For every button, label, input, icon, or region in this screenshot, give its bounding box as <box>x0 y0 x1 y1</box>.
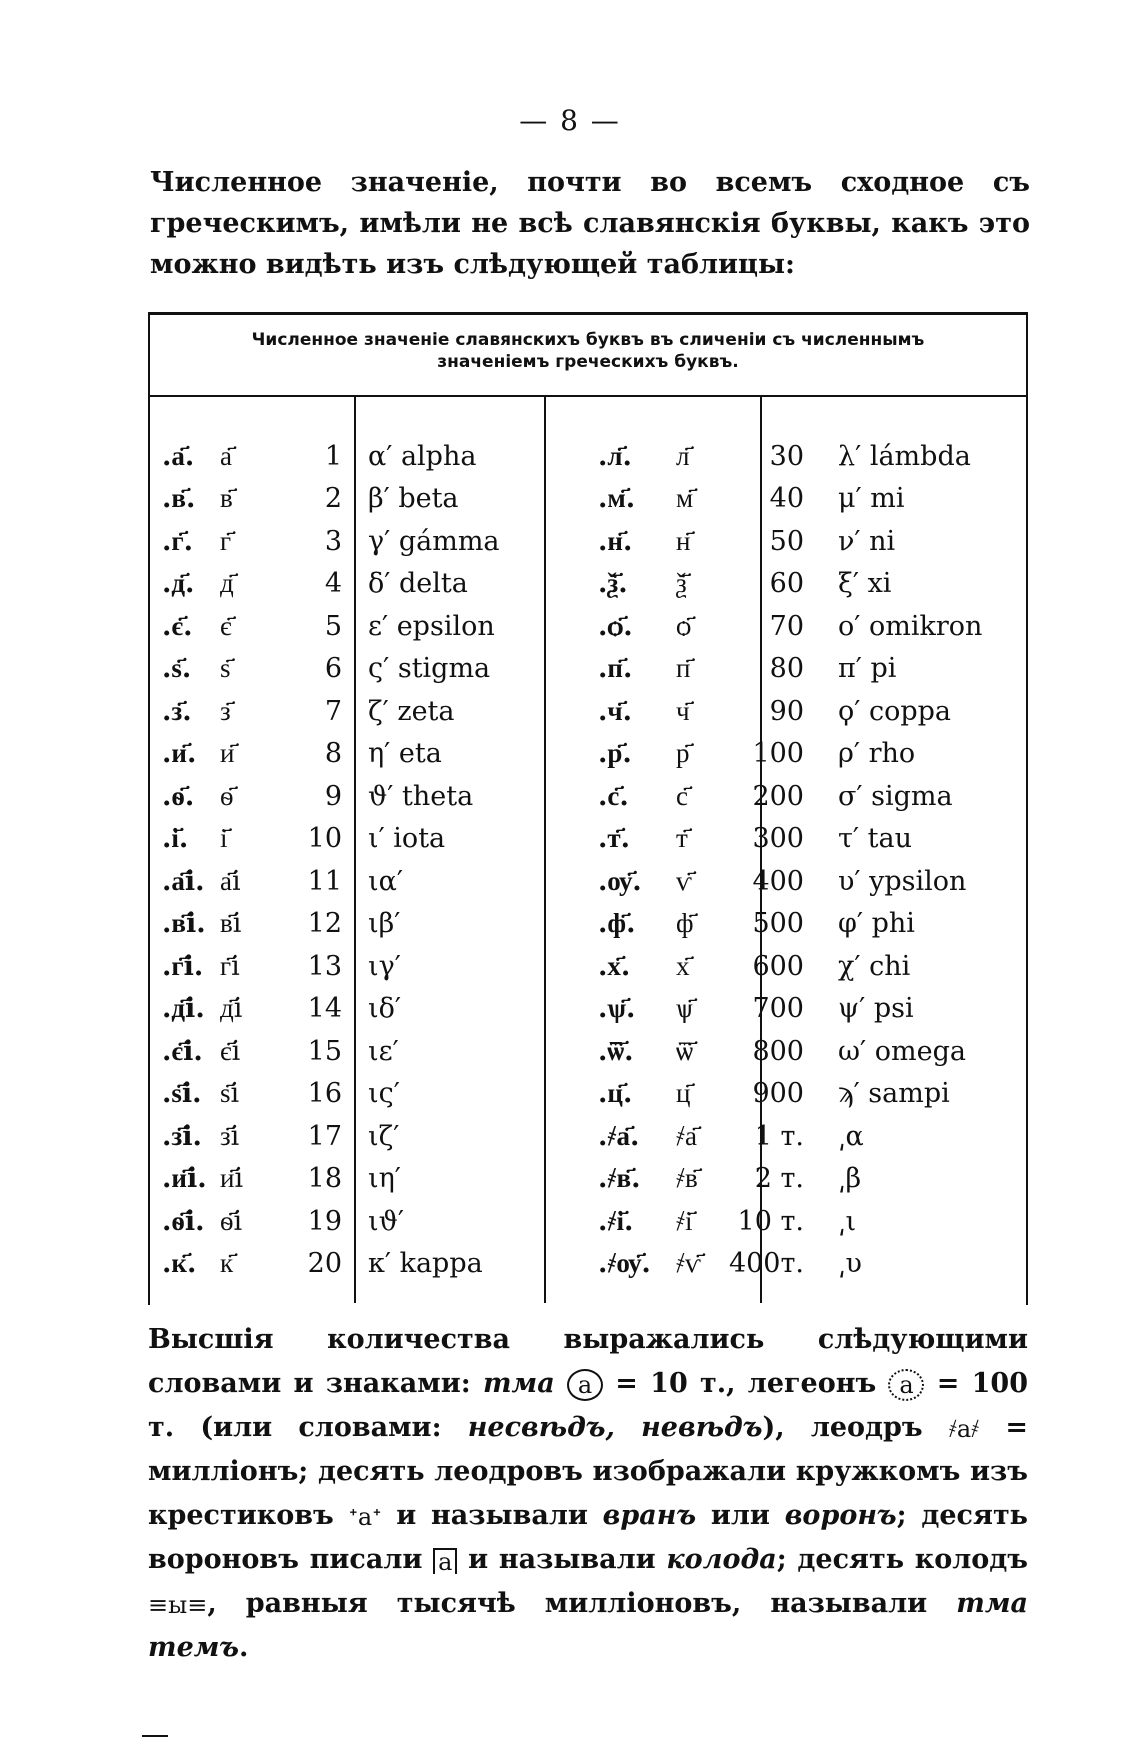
greek-numeral: η′ eta <box>368 738 442 770</box>
slavonic-numeral: ѿ҃ <box>676 1035 694 1067</box>
greek-numeral: ιδ′ <box>368 993 401 1025</box>
slavonic-dotted-numeral: .҂і҃. <box>598 1205 634 1237</box>
slavonic-dotted-numeral: .а҃. <box>162 440 195 472</box>
greek-numeral: ψ′ psi <box>838 993 914 1025</box>
table-row <box>584 1073 998 1116</box>
greek-numeral: ια′ <box>368 865 403 897</box>
numeric-value: 10 <box>307 823 342 855</box>
slavonic-numeral: д҃ <box>220 568 234 600</box>
slavonic-dotted-numeral: .ц҃. <box>598 1078 633 1110</box>
greek-numeral: ͵ι <box>838 1205 857 1237</box>
greek-numeral: δ′ delta <box>368 568 468 600</box>
slavonic-dotted-numeral: .ф҃. <box>598 908 636 940</box>
table-row <box>584 818 998 861</box>
table-row <box>584 1200 998 1243</box>
numeric-value: 3 <box>324 525 342 557</box>
slavonic-numeral: ѵ҃ <box>676 865 692 897</box>
greek-numeral: ο′ omikron <box>838 610 983 642</box>
numeric-value: 14 <box>307 993 342 1025</box>
slavonic-numeral: ѱ҃ <box>676 993 693 1025</box>
slavonic-dotted-numeral: .в҃. <box>162 483 196 515</box>
term-koloda: колода <box>666 1544 777 1575</box>
slavonic-dotted-numeral: .ѹ҃. <box>598 865 642 897</box>
slavonic-numeral: ҂а҃ <box>676 1120 698 1152</box>
table-row <box>584 690 998 733</box>
table-row <box>584 563 998 606</box>
slavonic-dotted-numeral: .м҃. <box>598 483 636 515</box>
slavonic-numeral: м҃ <box>676 483 694 515</box>
slavonic-dotted-numeral: .і҃. <box>162 823 189 855</box>
slavonic-dotted-numeral: .ѯ҃. <box>598 568 628 600</box>
table-row <box>584 435 998 478</box>
greek-numeral: ιϑ′ <box>368 1205 405 1237</box>
numeric-value: 200 <box>752 780 804 812</box>
right-numeral-table <box>584 435 998 1285</box>
outro-text-5: = милліонъ; десять леодровъ изображали кружкомъ изъ крестиковъ <box>148 1412 1028 1531</box>
numeric-value: 4 <box>324 568 342 600</box>
table-row <box>150 733 564 776</box>
numeric-value: 2 <box>324 483 342 515</box>
slavonic-numeral: ч҃ <box>676 695 690 727</box>
table-row <box>150 945 564 988</box>
slavonic-numeral: ѕ҃ <box>220 653 231 685</box>
slavonic-dotted-numeral: .к҃. <box>162 1248 197 1280</box>
voron-sign: а <box>433 1548 457 1574</box>
leodr-sign: ҂а҂ <box>948 1414 980 1443</box>
slavonic-numeral: с҃ <box>676 780 688 812</box>
slavonic-numeral: ѻ҃ <box>676 610 692 642</box>
greek-numeral: ρ′ rho <box>838 738 916 770</box>
table-row <box>584 775 998 818</box>
greek-numeral: ιη′ <box>368 1163 401 1195</box>
slavonic-numeral: н҃ <box>676 525 691 557</box>
table-row <box>150 1158 564 1201</box>
slavonic-dotted-numeral: .г҃. <box>162 525 194 557</box>
greek-numeral: α′ alpha <box>368 440 477 472</box>
greek-numeral: ιβ′ <box>368 908 401 940</box>
term-nesvyed: несвѣдъ, невѣдъ <box>467 1412 763 1443</box>
slavonic-dotted-numeral: .҂ѹ҃. <box>598 1248 651 1280</box>
table-row <box>150 1073 564 1116</box>
table-row <box>584 648 998 691</box>
bottom-margin-mark <box>142 1735 168 1737</box>
numeric-value: 5 <box>324 610 342 642</box>
numeric-value: 30 <box>769 440 804 472</box>
slavonic-numeral: ҂і҃ <box>676 1205 693 1237</box>
outro-text-11: , равныя тысячѣ милліоновъ, называли <box>207 1588 957 1619</box>
numeric-value: 15 <box>307 1035 342 1067</box>
slavonic-numeral: а҃і <box>220 865 241 897</box>
greek-numeral: γ′ gámma <box>368 525 500 557</box>
numeric-value: 2 т. <box>754 1163 804 1195</box>
outro-paragraph <box>148 1318 1028 1670</box>
outro-text-2: = 10 т., легеонъ <box>603 1368 889 1399</box>
numeric-value: 50 <box>769 525 804 557</box>
greek-numeral: ιζ′ <box>368 1120 400 1152</box>
table-row <box>584 1115 998 1158</box>
numeric-value: 400т. <box>728 1248 804 1280</box>
table-row <box>150 435 564 478</box>
table-row <box>584 988 998 1031</box>
slavonic-numeral: л҃ <box>676 440 690 472</box>
greek-numeral: τ′ tau <box>838 823 912 855</box>
outro-text-6: и называли <box>381 1500 603 1531</box>
numeric-value: 10 т. <box>737 1205 804 1237</box>
outro-text-12: . <box>239 1632 249 1663</box>
table-row <box>584 478 998 521</box>
greek-numeral: υ′ ypsilon <box>838 865 967 897</box>
slavonic-dotted-numeral: .҂а҃. <box>598 1120 640 1152</box>
slavonic-dotted-numeral: .а҃і. <box>162 865 205 897</box>
slavonic-dotted-numeral: .д҃. <box>162 568 195 600</box>
greek-numeral: ϡ′ sampi <box>838 1078 950 1110</box>
slavonic-dotted-numeral: .д҃і. <box>162 993 205 1025</box>
slavonic-dotted-numeral: .и҃. <box>162 738 197 770</box>
greek-numeral: φ′ phi <box>838 908 915 940</box>
numeric-value: 1 <box>324 440 342 472</box>
numeric-value: 9 <box>324 780 342 812</box>
greek-numeral: π′ pi <box>838 653 897 685</box>
slavonic-numeral: ѳ҃ <box>220 780 234 812</box>
slavonic-numeral: п҃ <box>676 653 691 685</box>
slavonic-numeral: р҃ <box>676 738 690 770</box>
kruzhok-sign: ᐩаᐩ <box>348 1502 382 1531</box>
term-vran: вранъ <box>602 1500 697 1531</box>
slavonic-numeral: ѯ҃ <box>676 568 687 600</box>
table-row <box>584 1243 998 1286</box>
table-row <box>150 690 564 733</box>
numeric-value: 900 <box>752 1078 804 1110</box>
greek-numeral: κ′ kappa <box>368 1248 483 1280</box>
table-row <box>150 818 564 861</box>
numeric-value: 1 т. <box>754 1120 804 1152</box>
greek-numeral: ιε′ <box>368 1035 399 1067</box>
table-caption <box>150 329 1026 373</box>
numeric-value: 13 <box>307 950 342 982</box>
outro-text-1: Высшія количества выражались слѣдующими словами и знаками: <box>148 1324 1028 1399</box>
tma-sign: а <box>567 1369 603 1401</box>
slavonic-dotted-numeral: .з҃. <box>162 695 192 727</box>
greek-numeral: ϑ′ theta <box>368 780 474 812</box>
table-row <box>150 988 564 1031</box>
slavonic-numeral: в҃і <box>220 908 242 940</box>
slavonic-dotted-numeral: .х҃. <box>598 950 631 982</box>
slavonic-numeral: и҃ <box>220 738 235 770</box>
slavonic-dotted-numeral: .ѕ҃. <box>162 653 192 685</box>
slavonic-numeral: ц҃ <box>676 1078 691 1110</box>
slavonic-dotted-numeral: .є҃. <box>162 610 193 642</box>
slavonic-dotted-numeral: .с҃. <box>598 780 629 812</box>
table-caption-line1: Численное значеніе славянскихъ буквъ въ сличеніи съ численнымъ <box>251 330 925 350</box>
numeric-value: 600 <box>752 950 804 982</box>
slavonic-numeral: є҃і <box>220 1035 241 1067</box>
table-row <box>584 605 998 648</box>
table-row <box>584 733 998 776</box>
slavonic-numeral: з҃ <box>220 695 231 727</box>
slavonic-numeral: з҃і <box>220 1120 240 1152</box>
slavonic-dotted-numeral: .є҃і. <box>162 1035 203 1067</box>
caption-divider <box>150 395 1026 397</box>
numeric-value: 11 <box>307 865 342 897</box>
numeric-value: 80 <box>769 653 804 685</box>
outro-text-3: = 100 т. (или словами: <box>148 1368 1029 1443</box>
table-row <box>150 478 564 521</box>
slavonic-numeral: є҃ <box>220 610 232 642</box>
slavonic-numeral: и҃і <box>220 1163 244 1195</box>
greek-numeral: ε′ epsilon <box>368 610 495 642</box>
numeric-value: 70 <box>769 610 804 642</box>
numeric-value: 800 <box>752 1035 804 1067</box>
greek-numeral: μ′ mi <box>838 483 905 515</box>
greek-numeral: λ′ lámbda <box>838 440 971 472</box>
slavonic-dotted-numeral: .ч҃. <box>598 695 633 727</box>
outro-text-8: ; десять вороновъ писали <box>148 1500 1028 1575</box>
table-row <box>150 775 564 818</box>
greek-numeral: ζ′ zeta <box>368 695 455 727</box>
greek-numeral: ς′ stigma <box>368 653 491 685</box>
slavonic-numeral: г҃і <box>220 950 240 982</box>
slavonic-dotted-numeral: .г҃і. <box>162 950 204 982</box>
table-caption-line2: значеніемъ греческихъ буквъ. <box>437 352 739 372</box>
numeric-value: 16 <box>307 1078 342 1110</box>
slavonic-dotted-numeral: .л҃. <box>598 440 632 472</box>
outro-text-4: ), леодръ <box>762 1412 949 1443</box>
slavonic-numeral: д҃і <box>220 993 243 1025</box>
slavonic-dotted-numeral: .ѳ҃і. <box>162 1205 205 1237</box>
numeric-value: 100 <box>752 738 804 770</box>
table-row <box>150 1200 564 1243</box>
table-row <box>584 860 998 903</box>
slavonic-numeral: х҃ <box>676 950 690 982</box>
legeon-sign: а <box>888 1369 924 1401</box>
slavonic-dotted-numeral: .р҃. <box>598 738 632 770</box>
slavonic-dotted-numeral: .в҃і. <box>162 908 206 940</box>
outro-text-10: ; десять колодъ <box>776 1544 1028 1575</box>
slavonic-numeral: к҃ <box>220 1248 234 1280</box>
outro-text-9: и называли <box>457 1544 667 1575</box>
slavonic-dotted-numeral: .ѳ҃. <box>162 780 195 812</box>
table-row <box>150 903 564 946</box>
table-row <box>150 648 564 691</box>
table-row <box>150 1030 564 1073</box>
table-row <box>584 903 998 946</box>
numeric-value: 7 <box>324 695 342 727</box>
numeral-table <box>148 312 1028 1305</box>
greek-numeral: ͵α <box>838 1120 864 1152</box>
numeric-value: 20 <box>307 1248 342 1280</box>
slavonic-dotted-numeral: .ѱ҃. <box>598 993 636 1025</box>
term-voron: воронъ <box>784 1500 897 1531</box>
slavonic-numeral: ф҃ <box>676 908 694 940</box>
table-row <box>584 1030 998 1073</box>
greek-numeral: σ′ sigma <box>838 780 953 812</box>
page-number: — 8 — <box>519 104 621 137</box>
left-numeral-table <box>150 435 564 1285</box>
slavonic-numeral: ҂в҃ <box>676 1163 698 1195</box>
numeric-value: 17 <box>307 1120 342 1152</box>
greek-numeral: β′ beta <box>368 483 459 515</box>
greek-numeral: ω′ omega <box>838 1035 966 1067</box>
numeric-value: 90 <box>769 695 804 727</box>
slavonic-dotted-numeral: .ѿ҃. <box>598 1035 634 1067</box>
slavonic-numeral: а҃ <box>220 440 232 472</box>
numeric-value: 700 <box>752 993 804 1025</box>
greek-numeral: ιγ′ <box>368 950 401 982</box>
koloda-sign: ≡ы≡ <box>148 1590 208 1619</box>
slavonic-dotted-numeral: .т҃. <box>598 823 631 855</box>
greek-numeral: ις′ <box>368 1078 400 1110</box>
numeric-value: 8 <box>324 738 342 770</box>
greek-numeral: ι′ iota <box>368 823 446 855</box>
slavonic-numeral: г҃ <box>220 525 232 557</box>
slavonic-dotted-numeral: .и҃і. <box>162 1163 207 1195</box>
table-row <box>150 860 564 903</box>
numeric-value: 60 <box>769 568 804 600</box>
slavonic-dotted-numeral: .҂в҃. <box>598 1163 641 1195</box>
table-row <box>150 520 564 563</box>
slavonic-numeral: в҃ <box>220 483 233 515</box>
slavonic-numeral: ҂ѵ҃ <box>676 1248 701 1280</box>
table-row <box>584 1158 998 1201</box>
slavonic-numeral: і҃ <box>220 823 228 855</box>
numeric-value: 300 <box>752 823 804 855</box>
numeric-value: 12 <box>307 908 342 940</box>
term-tma: тма <box>482 1368 555 1399</box>
table-row <box>584 945 998 988</box>
numeric-value: 500 <box>752 908 804 940</box>
slavonic-dotted-numeral: .ѕ҃і. <box>162 1078 202 1110</box>
table-row <box>584 520 998 563</box>
greek-numeral: ν′ ni <box>838 525 896 557</box>
slavonic-dotted-numeral: .н҃. <box>598 525 633 557</box>
greek-numeral: ͵β <box>838 1163 862 1195</box>
table-row <box>150 1243 564 1286</box>
slavonic-dotted-numeral: .ѻ҃. <box>598 610 633 642</box>
numeric-value: 400 <box>752 865 804 897</box>
slavonic-dotted-numeral: .п҃. <box>598 653 633 685</box>
greek-numeral: ξ′ xi <box>838 568 892 600</box>
numeric-value: 19 <box>307 1205 342 1237</box>
intro-paragraph: Численное значеніе, почти во всемъ сходное съ греческимъ, имѣли не всѣ славянскія буквы, какъ это можно видѣть изъ слѣдующей таблицы: <box>150 167 1030 280</box>
slavonic-dotted-numeral: .з҃і. <box>162 1120 202 1152</box>
term-tma-tem: тма темъ <box>148 1588 1028 1663</box>
greek-numeral: ϙ′ coppa <box>838 695 952 727</box>
slavonic-numeral: ѳ҃і <box>220 1205 243 1237</box>
slavonic-numeral: ѕ҃і <box>220 1078 240 1110</box>
numeric-value: 40 <box>769 483 804 515</box>
greek-numeral: ͵υ <box>838 1248 862 1280</box>
table-row <box>150 1115 564 1158</box>
table-row <box>150 605 564 648</box>
slavonic-numeral: т҃ <box>676 823 688 855</box>
outro-text-7: или <box>696 1500 785 1531</box>
greek-numeral: χ′ chi <box>838 950 911 982</box>
numeric-value: 18 <box>307 1163 342 1195</box>
numeric-value: 6 <box>324 653 342 685</box>
table-row <box>150 563 564 606</box>
